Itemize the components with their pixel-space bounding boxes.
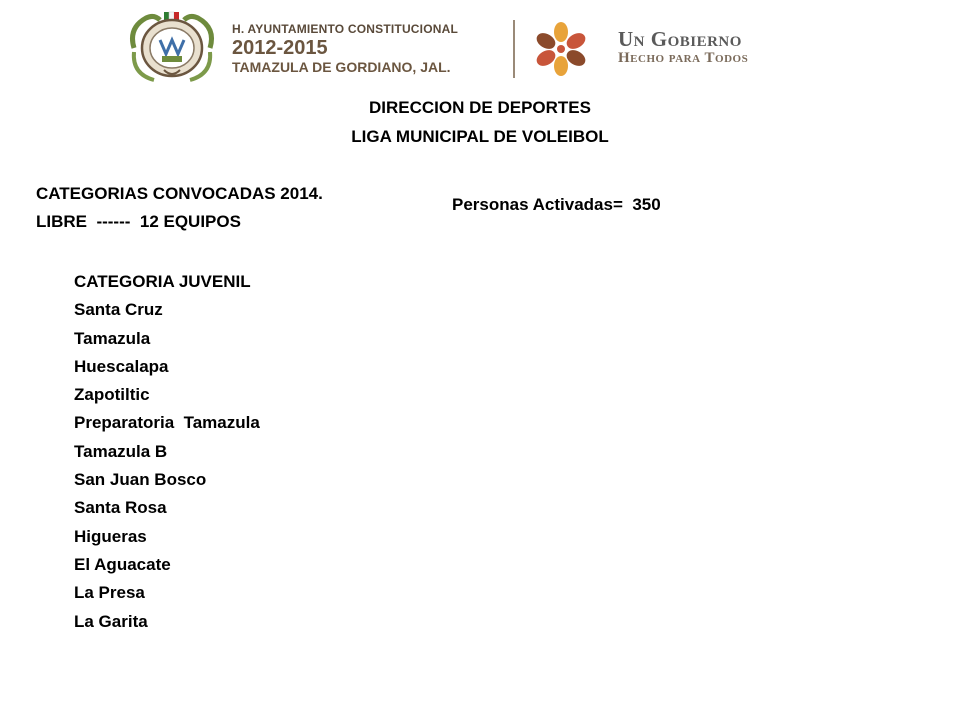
government-swirl-logo-icon [530, 20, 592, 78]
list-item: San Juan Bosco [74, 470, 207, 490]
categories-heading: CATEGORIAS CONVOCADAS 2014. [36, 184, 323, 203]
list-item: El Aguacate [74, 554, 171, 574]
administration-period: 2012-2015 [232, 37, 328, 59]
list-item: Tamazula B [74, 441, 168, 461]
activated-people-count: Personas Activadas= 350 [452, 195, 661, 214]
list-item: Santa Cruz [74, 300, 163, 320]
categories-block [36, 180, 323, 236]
list-item: La Presa [74, 583, 145, 603]
org-name: H. AYUNTAMIENTO CONSTITUCIONAL [232, 22, 459, 36]
department-title: DIRECCION DE DEPORTES [369, 98, 591, 117]
list-item: Huescalapa [74, 356, 169, 376]
header-divider [513, 20, 515, 78]
list-item: La Garita [74, 611, 148, 631]
list-item: Zapotiltic [74, 385, 150, 405]
juvenil-heading: CATEGORIA JUVENIL [74, 272, 251, 291]
slogan-line2: Hecho para Todos [618, 50, 749, 66]
municipal-seal-icon [124, 10, 220, 86]
list-item: Santa Rosa [74, 498, 167, 518]
slogan-line1: Un Gobierno [618, 27, 742, 51]
header-banner [120, 8, 820, 88]
municipality-name-block [232, 22, 502, 75]
league-title: LIGA MUNICIPAL DE VOLEIBOL [351, 127, 609, 146]
list-item: Preparatoria Tamazula [74, 413, 260, 433]
juvenil-team-list [74, 268, 260, 636]
municipality-location: TAMAZULA DE GORDIANO, JAL. [232, 59, 451, 75]
list-item: Higueras [74, 526, 147, 546]
list-item: Tamazula [74, 328, 151, 348]
slogan-block [618, 28, 828, 67]
libre-category-line: LIBRE ------ 12 EQUIPOS [36, 212, 241, 231]
